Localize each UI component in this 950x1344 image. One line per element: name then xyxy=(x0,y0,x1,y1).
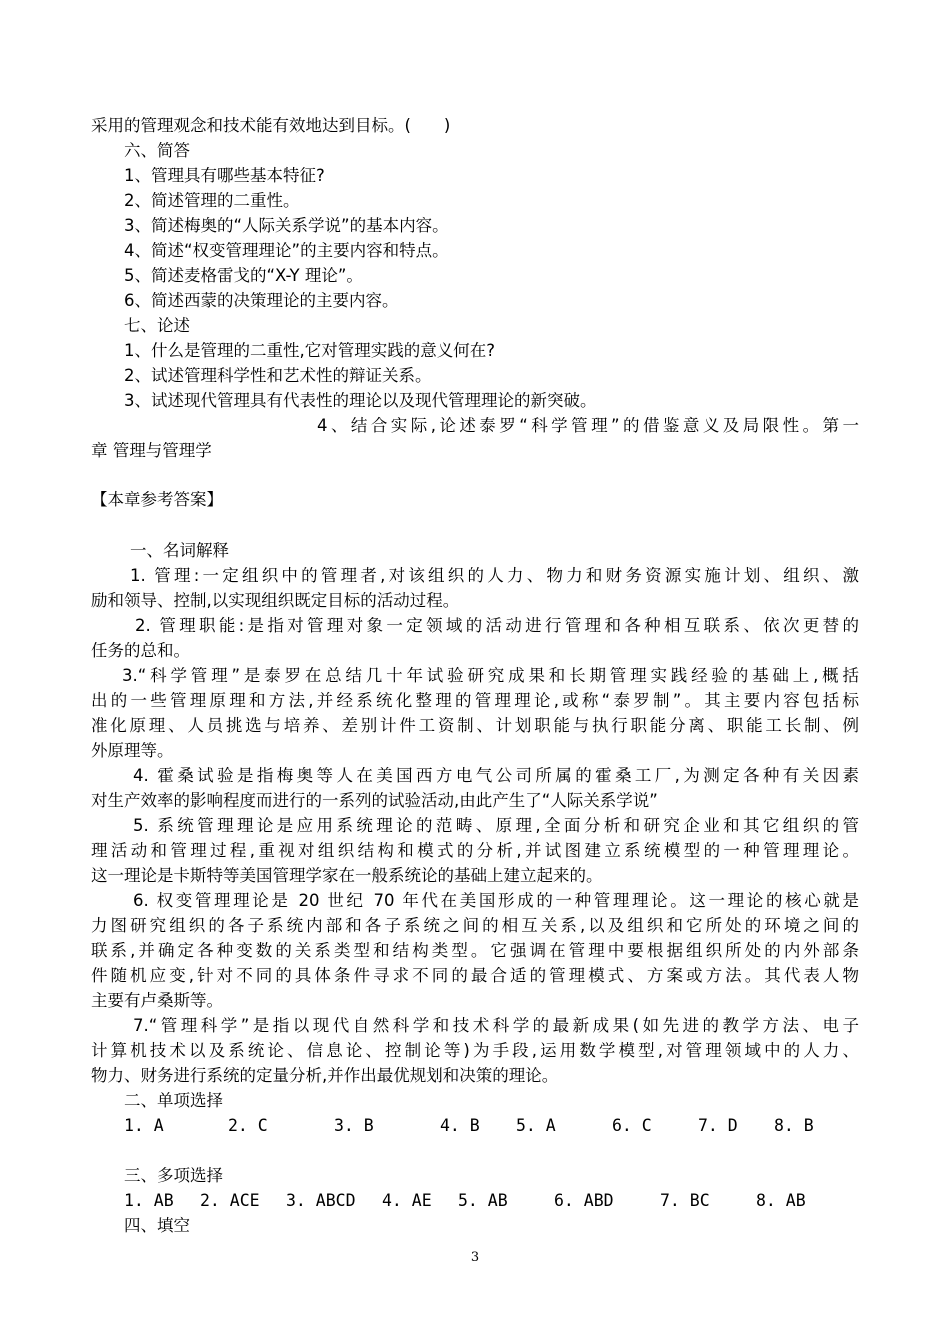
answer-item: 6. ABD xyxy=(554,1191,614,1210)
answer-paragraph-line: 励和领导、控制,以实现组织既定目标的活动过程。 xyxy=(91,591,460,610)
answer-paragraph-line: 5. 系统管理理论是应用系统理论的范畴、原理,全面分析和研究企业和其它组织的管 xyxy=(133,816,859,835)
answer-item: 1. AB xyxy=(124,1191,174,1210)
question-item: 4、简述“权变管理理论”的主要内容和特点。 xyxy=(124,241,449,260)
answer-item: 2. C xyxy=(228,1116,268,1135)
answer-paragraph-line: 7.“管理科学”是指以现代自然科学和技术科学的最新成果(如先进的教学方法、电子 xyxy=(133,1016,859,1035)
answer-item: 8. B xyxy=(774,1116,814,1135)
question-item: 2、简述管理的二重性。 xyxy=(124,191,300,210)
answer-item: 4. AE xyxy=(382,1191,432,1210)
answer-paragraph-line: 外原理等。 xyxy=(91,741,174,760)
answer-paragraph-line: 理活动和管理过程,重视对组织结构和模式的分析,并试图建立系统模型的一种管理理论。 xyxy=(91,841,859,860)
answer-paragraph-line: 出的一些管理原理和方法,并经系统化整理的管理理论,或称“泰罗制”。其主要内容包括标 xyxy=(91,691,859,710)
answer-paragraph-line: 物力、财务进行系统的定量分析,并作出最优规划和决策的理论。 xyxy=(91,1066,559,1085)
answer-item: 5. A xyxy=(516,1116,556,1135)
answer-paragraph-line: 准化原理、人员挑选与培养、差别计件工资制、计划职能与执行职能分离、职能工长制、例 xyxy=(91,716,859,735)
text-line: 采用的管理观念和技术能有效地达到目标。( ) xyxy=(91,116,451,135)
section-heading: 一、名词解释 xyxy=(130,541,229,560)
answer-paragraph-line: 6. 权变管理理论是 20 世纪 70 年代在美国形成的一种管理理论。这一理论的核心就是 xyxy=(133,891,859,910)
question-item: 6、简述西蒙的决策理论的主要内容。 xyxy=(124,291,399,310)
answer-item: 7. D xyxy=(698,1116,738,1135)
answer-paragraph-line: 力图研究组织的各子系统内部和各子系统之间的相互关系,以及组织和它所处的环境之间的 xyxy=(91,916,859,935)
answer-paragraph-line: 主要有卢桑斯等。 xyxy=(91,991,223,1010)
answer-paragraph-line: 1. 管理:一定组织中的管理者,对该组织的人力、物力和财务资源实施计划、组织、激 xyxy=(130,566,859,585)
answer-paragraph-line: 3.“科学管理”是泰罗在总结几十年试验研究成果和长期管理实践经验的基础上,概括 xyxy=(122,666,859,685)
answer-paragraph-line: 任务的总和。 xyxy=(91,641,190,660)
page-number: 3 xyxy=(470,1250,480,1265)
chapter-title: 章 管理与管理学 xyxy=(91,441,212,460)
answer-item: 1. A xyxy=(124,1116,164,1135)
section-heading: 二、单项选择 xyxy=(124,1091,223,1110)
single-choice-answers xyxy=(124,1113,844,1138)
answer-item: 2. ACE xyxy=(200,1191,260,1210)
section-heading: 三、多项选择 xyxy=(124,1166,223,1185)
question-item: 4、结合实际,论述泰罗“科学管理”的借鉴意义及局限性。第一 xyxy=(317,416,859,435)
answer-item: 8. AB xyxy=(756,1191,806,1210)
section-heading: 四、填空 xyxy=(124,1216,190,1235)
answer-paragraph-line: 计算机技术以及系统论、信息论、控制论等)为手段,运用数学模型,对管理领域中的人力、 xyxy=(91,1041,859,1060)
question-item: 2、试述管理科学性和艺术性的辩证关系。 xyxy=(124,366,432,385)
answer-item: 7. BC xyxy=(660,1191,710,1210)
answer-item: 5. AB xyxy=(458,1191,508,1210)
answer-item: 3. B xyxy=(334,1116,374,1135)
answer-item: 6. C xyxy=(612,1116,652,1135)
answer-paragraph-line: 这一理论是卡斯特等美国管理学家在一般系统论的基础上建立起来的。 xyxy=(91,866,603,885)
section-heading: 六、简答 xyxy=(124,141,190,160)
answer-item: 3. ABCD xyxy=(286,1191,356,1210)
question-item: 3、试述现代管理具有代表性的理论以及现代管理理论的新突破。 xyxy=(124,391,597,410)
question-item: 1、管理具有哪些基本特征? xyxy=(124,166,325,185)
question-item: 3、简述梅奥的“人际关系学说”的基本内容。 xyxy=(124,216,449,235)
section-heading: 七、论述 xyxy=(124,316,190,335)
answer-paragraph-line: 对生产效率的影响程度而进行的一系列的试验活动,由此产生了“人际关系学说” xyxy=(91,791,658,810)
multi-choice-answers xyxy=(124,1188,844,1213)
question-item: 5、简述麦格雷戈的“X-Y 理论”。 xyxy=(124,266,363,285)
answer-heading: 【本章参考答案】 xyxy=(91,490,223,509)
answer-item: 4. B xyxy=(440,1116,480,1135)
answer-paragraph-line: 2. 管理职能:是指对管理对象一定领域的活动进行管理和各种相互联系、依次更替的 xyxy=(135,616,859,635)
answer-paragraph-line: 4. 霍桑试验是指梅奥等人在美国西方电气公司所属的霍桑工厂,为测定各种有关因素 xyxy=(133,766,859,785)
answer-paragraph-line: 联系,并确定各种变数的关系类型和结构类型。它强调在管理中要根据组织所处的内外部条 xyxy=(91,941,859,960)
question-item: 1、什么是管理的二重性,它对管理实践的意义何在? xyxy=(124,341,496,360)
answer-paragraph-line: 件随机应变,针对不同的具体条件寻求不同的最合适的管理模式、方案或方法。其代表人物 xyxy=(91,966,859,985)
